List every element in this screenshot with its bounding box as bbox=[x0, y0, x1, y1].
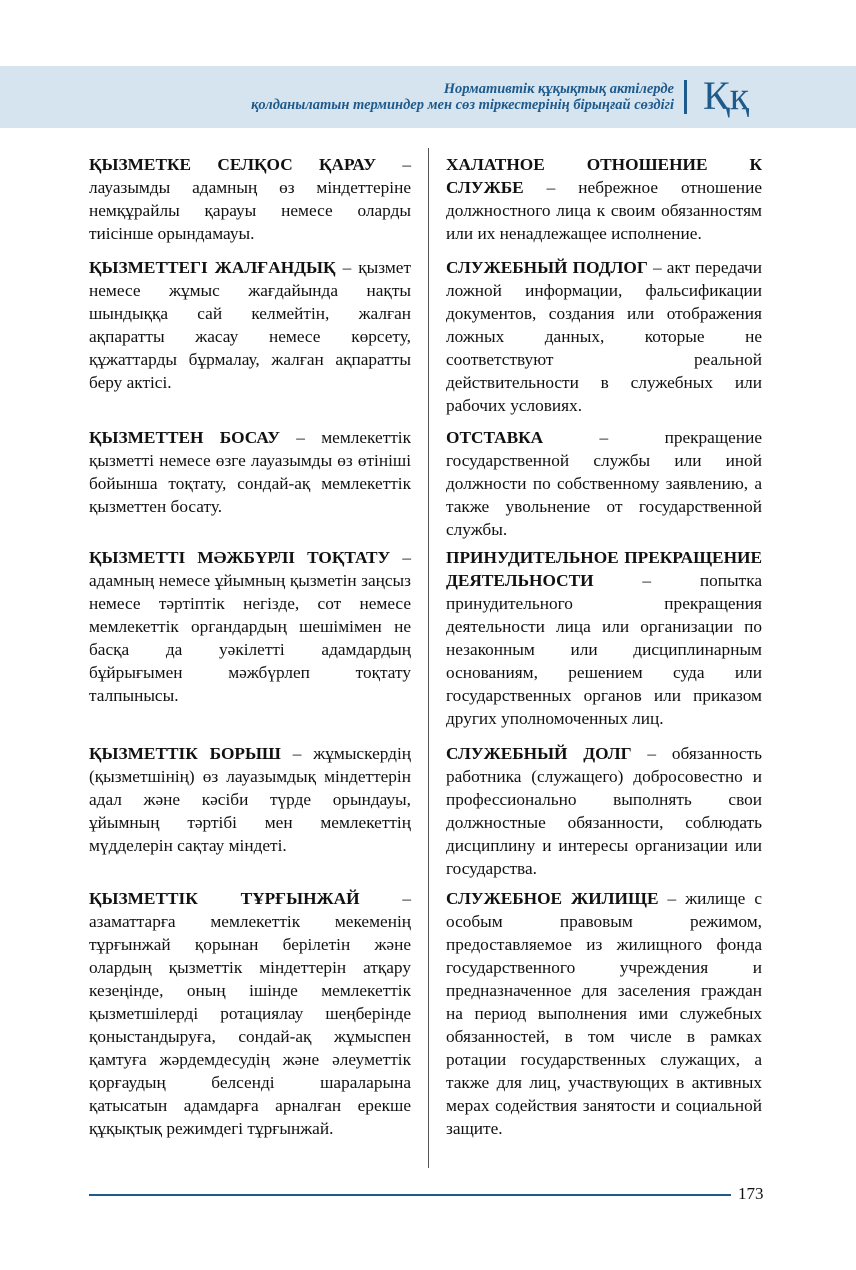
entry-definition: – мемлекеттік қызметті немесе өзге лауазымды өз өтініші бойынша тоқтату, сондай-ақ мемлекеттік қызметтен босату. bbox=[89, 428, 411, 516]
entry-left-4 bbox=[89, 546, 411, 707]
entry-definition: – адамның немесе ұйымның қызметін заңсыз немесе тәртіптік негізде, сот немесе мемлекеттік органдардың шешімімен не басқа да уәкілетті адамдардың бұйрығымен мәжбүрлеп тоқтату талпынысы. bbox=[89, 548, 411, 705]
entry-term: СЛУЖЕБНЫЙ ПОДЛОГ bbox=[446, 258, 648, 277]
entry-term: СЛУЖЕБНЫЙ ДОЛГ bbox=[446, 744, 632, 763]
entry-definition: – акт передачи ложной информации, фальсификации документов, создания или отображения ложных данных, которые не соответствуют реальной действительности в служебных или рабочих условиях. bbox=[446, 258, 762, 415]
entry-term: ҚЫЗМЕТТЕГІ ЖАЛҒАНДЫҚ bbox=[89, 258, 336, 277]
entry-term: ХАЛАТНОЕ ОТНОШЕНИЕ К СЛУЖБЕ bbox=[446, 155, 762, 197]
entry-left-1 bbox=[89, 153, 411, 245]
entry-definition: – азаматтарға мемлекеттік мекеменің тұрғынжай қорынан берілетін және олардың қызметтік міндеттерін атқару кезеңінде, оның ішінде мемлекеттік қызметшілерді ротациялау шеңберінде қоныстандыруға, сондай-ақ жұмыспен қамтуға жәрдемдесудің және әлеуметтік қорғаудың белсенді шараларына қатысатын адамдарға арналған ерекше құқықтық режимдегі тұрғынжай. bbox=[89, 889, 411, 1138]
entry-term: ҚЫЗМЕТТІК ТҰРҒЫНЖАЙ bbox=[89, 889, 360, 908]
entry-definition: – лауазымды адамның өз міндеттеріне немқұрайлы қарауы немесе оларды тиісінше орындамауы. bbox=[89, 155, 412, 243]
entry-term: ОТСТАВКА bbox=[446, 428, 544, 447]
entry-definition: – жұмыскердің (қызметшінің) өз лауазымдық міндеттерін адал және кәсіби түрде орындауы, ұйымның тәртібі мен мемлекеттің мүдделерін сақтау міндеті. bbox=[89, 744, 411, 855]
entry-definition: – прекращение государственной службы или иной должности по собственному заявлению, а также увольнение от государственной службы. bbox=[446, 428, 762, 539]
entry-right-2 bbox=[446, 256, 762, 417]
entry-term: ПРИНУДИТЕЛЬНОЕ ПРЕКРАЩЕНИЕ ДЕЯТЕЛЬНОСТИ bbox=[446, 548, 762, 590]
entry-term: СЛУЖЕБНОЕ ЖИЛИЩЕ bbox=[446, 889, 659, 908]
header-title-line1: Нормативтік құқықтық актілерде bbox=[443, 81, 674, 97]
header-separator bbox=[684, 80, 687, 114]
entry-definition: – обязанность работника (служащего) добросовестно и профессионально выполнять свои должностные обязанности, соблюдать дисциплину и интересы организации или государства. bbox=[446, 744, 762, 878]
entry-term: ҚЫЗМЕТТІ МӘЖБҮРЛІ ТОҚТАТУ bbox=[89, 548, 391, 567]
running-header bbox=[0, 66, 856, 128]
entry-definition: – жилище с особым правовым режимом, предоставляемое из жилищного фонда государственного учреждения и предназначенное для заселения граждан на период выполнения ими служебных обязанностей, в том числе в рамках ротации государственных служащих, а также для лиц, участвующих в активных мерах содействия занятости и социальной защите. bbox=[446, 889, 762, 1138]
entry-term: ҚЫЗМЕТТЕН БОСАУ bbox=[89, 428, 280, 447]
entry-right-5 bbox=[446, 742, 762, 880]
entry-term: ҚЫЗМЕТТІК БОРЫШ bbox=[89, 744, 281, 763]
entry-right-1 bbox=[446, 153, 762, 245]
page-number: 173 bbox=[738, 1184, 764, 1203]
entry-definition: – попытка принудительного прекращения деятельности лица или организации по незаконным или дисциплинарным основаниям, решением суда или государственных органов или приказом других уполномоченных лиц. bbox=[446, 571, 762, 728]
entry-right-4 bbox=[446, 546, 762, 730]
entry-definition: – қызмет немесе жұмыс жағдайында нақты шындыққа сай келмейтін, жалған ақпаратты жасау немесе көрсету, құжаттарды бұрмалау, жалған ақпаратты беру актісі. bbox=[89, 258, 412, 392]
entry-left-3 bbox=[89, 426, 411, 518]
entry-right-6 bbox=[446, 887, 762, 1140]
column-divider bbox=[428, 148, 429, 1168]
entry-right-3 bbox=[446, 426, 762, 541]
entry-left-2 bbox=[89, 256, 411, 394]
footer-rule bbox=[89, 1194, 731, 1196]
header-title-line2: қолданылатын терминдер мен сөз тіркестерінің бірыңғай сөздігі bbox=[251, 97, 674, 113]
entry-left-6 bbox=[89, 887, 411, 1140]
section-letter: Ққ bbox=[703, 73, 750, 118]
entry-left-5 bbox=[89, 742, 411, 857]
entry-definition: – небрежное отношение должностного лица к своим обязанностям или их ненадлежащее исполнение. bbox=[446, 178, 762, 243]
entry-term: ҚЫЗМЕТКЕ СЕЛҚОС ҚАРАУ bbox=[89, 155, 377, 174]
